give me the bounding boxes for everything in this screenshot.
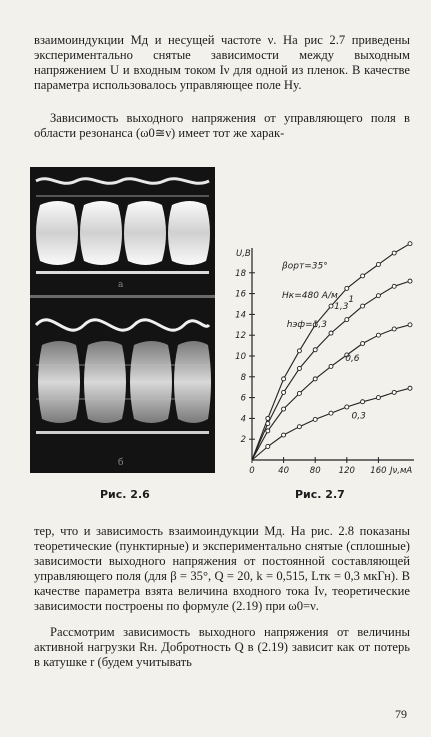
data-point <box>297 349 301 353</box>
data-point <box>282 407 286 411</box>
data-point <box>345 405 349 409</box>
y-tick-label: 6 <box>240 393 246 404</box>
series-label: 1,3 <box>334 302 349 313</box>
series-label: 0,6 <box>345 354 360 365</box>
data-point <box>361 304 365 308</box>
data-point <box>376 262 380 266</box>
data-point <box>297 366 301 370</box>
paragraph-2-text: Зависимость выходного напряжения от управляющего поля в области резонанса (ω0≅ν) имеет тот же харак- <box>34 111 410 140</box>
data-point <box>329 364 333 368</box>
y-axis-label: U,В <box>236 249 251 259</box>
chart-annotation: hэф=1,3 <box>286 319 327 330</box>
data-point <box>408 323 412 327</box>
figure-2-6-caption: Рис. 2.6 <box>100 488 150 501</box>
y-tick-label: 2 <box>240 435 246 446</box>
y-tick-label: 16 <box>235 289 246 300</box>
data-point <box>266 422 270 426</box>
panel-a-label: а <box>118 280 124 290</box>
y-tick-label: 8 <box>240 372 246 383</box>
line-chart <box>228 240 420 480</box>
data-point <box>329 411 333 415</box>
data-point <box>282 433 286 437</box>
data-point <box>408 279 412 283</box>
x-tick-label: 40 <box>278 466 290 476</box>
y-tick-label: 4 <box>240 414 246 425</box>
data-point <box>376 294 380 298</box>
data-point <box>297 425 301 429</box>
data-point <box>266 429 270 433</box>
paragraph-2 <box>34 111 410 141</box>
x-tick-label: 120 <box>338 466 355 476</box>
chart-annotation: βорт=35° <box>282 261 328 272</box>
y-tick-label: 14 <box>235 310 246 321</box>
data-point <box>376 396 380 400</box>
data-point <box>329 304 333 308</box>
series-label: 0,3 <box>351 411 366 422</box>
paragraph-3 <box>34 524 410 614</box>
data-point <box>313 348 317 352</box>
data-point <box>392 327 396 331</box>
y-tick-label: 12 <box>235 331 246 342</box>
data-point <box>313 417 317 421</box>
data-point <box>376 333 380 337</box>
panel-b-label: б <box>118 458 124 468</box>
chart-figure-2-7 <box>228 240 420 480</box>
paragraph-1-text: взаимоиндукции Mд и несущей частоте ν. На рис 2.7 приведены экспериментально снятые зависимости между выходным напряжением U и входным током Iν для одной из пленок. В качестве параметра использовалось управляющее поле Hy. <box>34 33 410 92</box>
paragraph-1 <box>34 33 410 93</box>
x-axis-label: Jν,мА <box>390 466 413 476</box>
figure-2-7-caption: Рис. 2.7 <box>295 488 345 501</box>
data-point <box>297 391 301 395</box>
series-line-0 <box>252 244 410 460</box>
data-point <box>361 400 365 404</box>
x-tick-label: 80 <box>309 466 321 476</box>
series-label: 1 <box>348 294 355 305</box>
oscillogram-photo <box>30 167 215 473</box>
series-line-2 <box>252 325 410 460</box>
data-point <box>345 318 349 322</box>
chart-annotation: Hк=480 А/м <box>282 290 338 301</box>
data-point <box>392 390 396 394</box>
x-tick-label: 0 <box>249 466 255 476</box>
data-point <box>313 377 317 381</box>
x-tick-label: 160 <box>370 466 387 476</box>
paragraph-4-text: Рассмотрим зависимость выходного напряжения от величины активной нагрузки Rн. Добротность Q в (2.19) зависит как от потерь в катушке r (будем учитывать <box>34 625 410 669</box>
paragraph-4 <box>34 625 410 670</box>
data-point <box>392 284 396 288</box>
y-tick-label: 10 <box>235 352 246 362</box>
paragraph-3-text: тер, что и зависимость взаимоиндукции Mд. На рис. 2.8 показаны теоретические (пунктирные) и экспериментально снятые (сплошные) зависимости выходного напряжения от постоянной составляющей управляющего поля (для β = 35°, Q = 20, k = 0,515, Lтк = 0,3 мкГн). В качестве параметра взята величина входного тока Iν, теоретические зависимости построены по формуле (2.19) при ω0=ν. <box>34 524 410 613</box>
data-point <box>392 251 396 255</box>
oscillogram-figure <box>30 167 215 473</box>
data-point <box>282 390 286 394</box>
data-point <box>266 444 270 448</box>
y-tick-label: 18 <box>235 268 246 279</box>
data-point <box>329 331 333 335</box>
data-point <box>408 242 412 246</box>
data-point <box>361 342 365 346</box>
data-point <box>282 377 286 381</box>
page-number: 79 <box>395 707 407 721</box>
data-point <box>361 274 365 278</box>
data-point <box>345 286 349 290</box>
data-point <box>408 386 412 390</box>
